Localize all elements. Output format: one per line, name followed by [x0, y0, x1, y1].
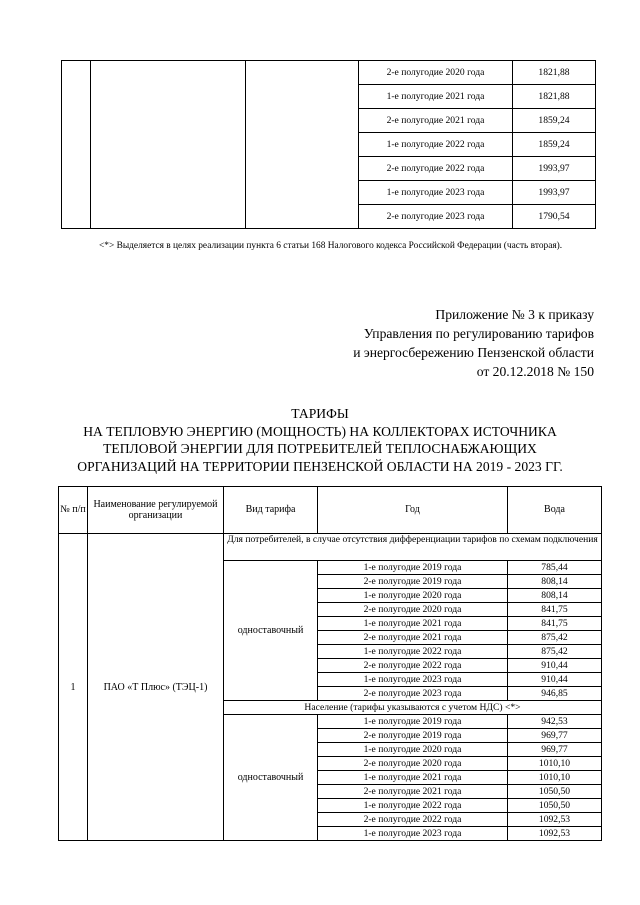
year-cell: 1-е полугодие 2021 года	[318, 617, 508, 631]
year-cell: 1-е полугодие 2020 года	[318, 589, 508, 603]
value-cell: 808,14	[508, 589, 602, 603]
value-cell: 1010,10	[508, 757, 602, 771]
year-cell: 2-е полугодие 2022 года	[359, 157, 513, 181]
top-tariff-table	[61, 60, 596, 229]
value-cell: 808,14	[508, 575, 602, 589]
value-cell: 1821,88	[513, 61, 596, 85]
year-cell: 1-е полугодие 2021 года	[318, 771, 508, 785]
empty-cell	[62, 61, 91, 229]
value-cell: 841,75	[508, 603, 602, 617]
table-header-row	[59, 487, 602, 534]
value-cell: 1050,50	[508, 799, 602, 813]
tariff-type: одноставочный	[224, 715, 318, 841]
year-cell: 1-е полугодие 2023 года	[318, 673, 508, 687]
document-title	[40, 405, 600, 475]
value-cell: 969,77	[508, 743, 602, 757]
appendix-line: Управления по регулированию тарифов	[363, 326, 594, 341]
organization-name: ПАО «Т Плюс» (ТЭЦ-1)	[88, 534, 224, 841]
appendix-header	[353, 305, 594, 381]
year-cell: 2-е полугодие 2022 года	[318, 813, 508, 827]
year-cell: 2-е полугодие 2020 года	[359, 61, 513, 85]
year-cell: 2-е полугодие 2021 года	[318, 631, 508, 645]
footnote: <*> Выделяется в целях реализации пункта 6 статьи 168 Налогового кодекса Российской Федерации (часть вторая).	[99, 241, 563, 251]
title-line: ТЕПЛОВОЙ ЭНЕРГИИ ДЛЯ ПОТРЕБИТЕЛЕЙ ТЕПЛОСНАБЖАЮЩИХ	[103, 441, 537, 456]
value-cell: 1821,88	[513, 85, 596, 109]
year-cell: 1-е полугодие 2023 года	[318, 827, 508, 841]
value-cell: 1993,97	[513, 181, 596, 205]
empty-cell	[91, 61, 246, 229]
year-cell: 1-е полугодие 2019 года	[318, 561, 508, 575]
value-cell: 946,85	[508, 687, 602, 701]
title-line: ТАРИФЫ	[291, 406, 349, 421]
value-cell: 785,44	[508, 561, 602, 575]
year-cell: 1-е полугодие 2019 года	[318, 715, 508, 729]
main-tariff-table	[58, 486, 602, 841]
title-line: НА ТЕПЛОВУЮ ЭНЕРГИЮ (МОЩНОСТЬ) НА КОЛЛЕКТОРАХ ИСТОЧНИКА	[83, 423, 557, 439]
section-label: Население (тарифы указываются с учетом НДС) <*>	[224, 701, 602, 715]
value-cell: 841,75	[508, 617, 602, 631]
header-tariff: Вид тарифа	[224, 487, 318, 534]
year-cell: 2-е полугодие 2019 года	[318, 575, 508, 589]
value-cell: 875,42	[508, 631, 602, 645]
section-label: Для потребителей, в случае отсутствия дифференциации тарифов по схемам подключения	[224, 534, 602, 561]
empty-cell	[246, 61, 359, 229]
value-cell: 875,42	[508, 645, 602, 659]
header-water: Вода	[508, 487, 602, 534]
value-cell: 910,44	[508, 659, 602, 673]
table-row	[62, 61, 596, 85]
header-year: Год	[318, 487, 508, 534]
year-cell: 2-е полугодие 2019 года	[318, 729, 508, 743]
year-cell: 2-е полугодие 2022 года	[318, 659, 508, 673]
appendix-line: от 20.12.2018 № 150	[476, 364, 594, 379]
value-cell: 942,53	[508, 715, 602, 729]
year-cell: 2-е полугодие 2021 года	[318, 785, 508, 799]
value-cell: 1859,24	[513, 109, 596, 133]
value-cell: 1790,54	[513, 205, 596, 229]
value-cell: 1092,53	[508, 827, 602, 841]
appendix-line: Приложение № 3 к приказу	[435, 307, 594, 322]
year-cell: 1-е полугодие 2022 года	[318, 645, 508, 659]
title-line: ОРГАНИЗАЦИЙ НА ТЕРРИТОРИИ ПЕНЗЕНСКОЙ ОБЛАСТИ НА 2019 - 2023 ГГ.	[77, 458, 563, 474]
year-cell: 1-е полугодие 2020 года	[318, 743, 508, 757]
value-cell: 969,77	[508, 729, 602, 743]
year-cell: 2-е полугодие 2020 года	[318, 603, 508, 617]
value-cell: 910,44	[508, 673, 602, 687]
header-num: № п/п	[59, 487, 88, 534]
value-cell: 1859,24	[513, 133, 596, 157]
value-cell: 1993,97	[513, 157, 596, 181]
tariff-type: одноставочный	[224, 561, 318, 701]
year-cell: 2-е полугодие 2020 года	[318, 757, 508, 771]
year-cell: 1-е полугодие 2023 года	[359, 181, 513, 205]
value-cell: 1050,50	[508, 785, 602, 799]
year-cell: 2-е полугодие 2023 года	[359, 205, 513, 229]
row-number: 1	[59, 534, 88, 841]
value-cell: 1092,53	[508, 813, 602, 827]
section-row	[59, 534, 602, 561]
year-cell: 1-е полугодие 2021 года	[359, 85, 513, 109]
year-cell: 1-е полугодие 2022 года	[318, 799, 508, 813]
year-cell: 2-е полугодие 2021 года	[359, 109, 513, 133]
header-org: Наименование регулируемой организации	[88, 487, 224, 534]
year-cell: 2-е полугодие 2023 года	[318, 687, 508, 701]
appendix-line: и энергосбережению Пензенской области	[353, 345, 594, 360]
year-cell: 1-е полугодие 2022 года	[359, 133, 513, 157]
value-cell: 1010,10	[508, 771, 602, 785]
